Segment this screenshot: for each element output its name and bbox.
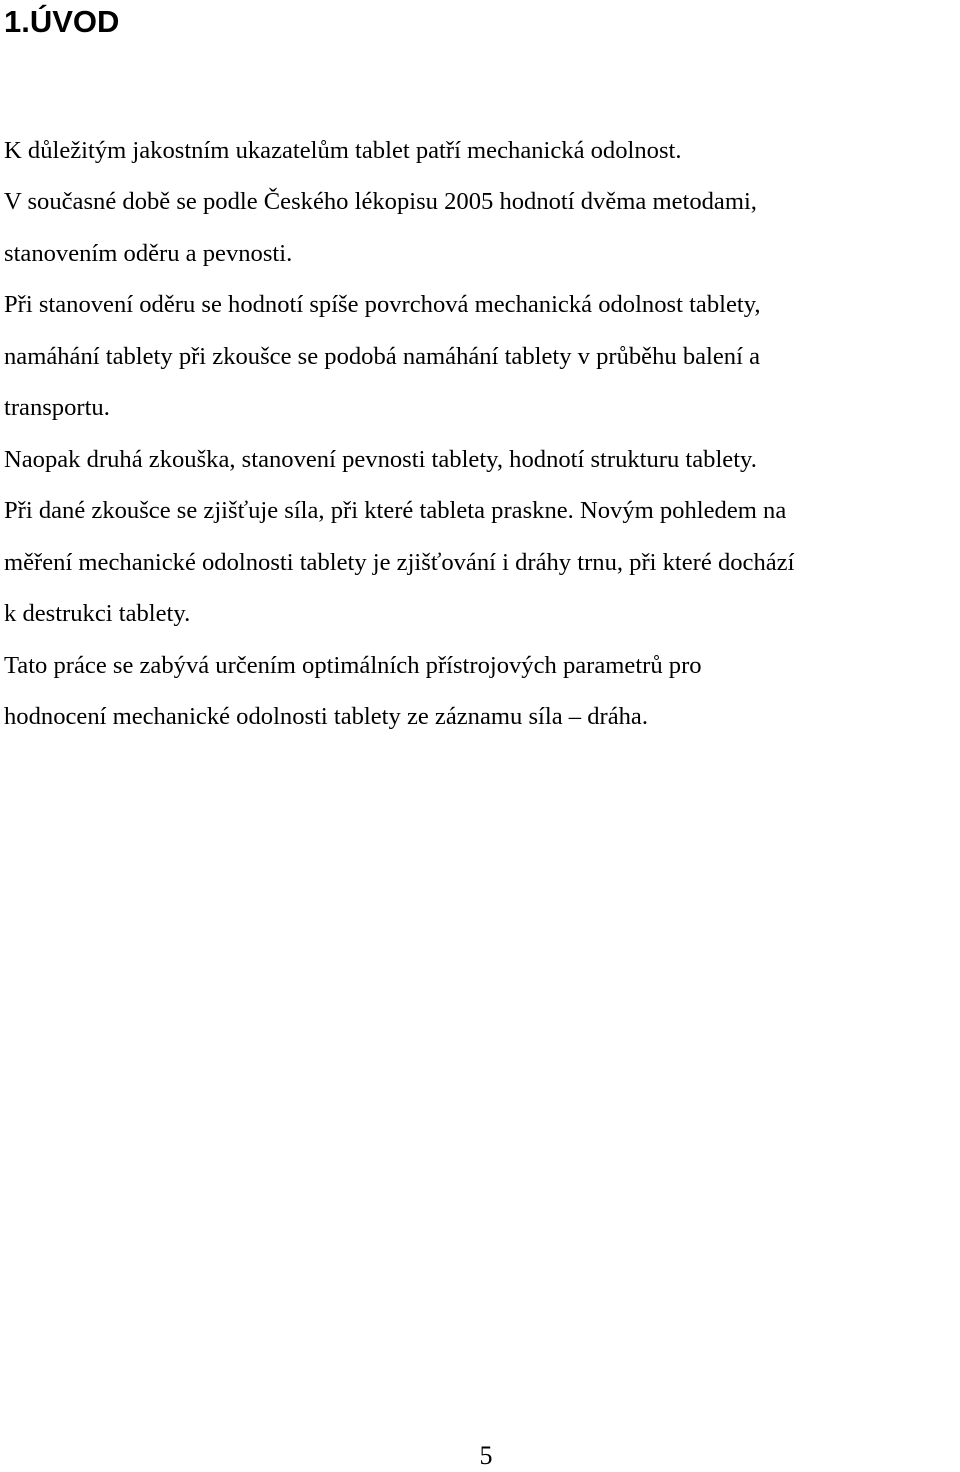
body-line-6: transportu.: [4, 394, 110, 421]
body-line-2: V současné době se podle Českého lékopisu 2005 hodnotí dvěma metodami,: [4, 188, 757, 215]
body-line-11: Tato práce se zabývá určením optimálních přístrojových parametrů pro: [4, 652, 702, 679]
page-number: 5: [479, 1441, 493, 1470]
body-line-10: k destrukci tablety.: [4, 600, 191, 627]
body-line-4: Při stanovení oděru se hodnotí spíše povrchová mechanická odolnost tablety,: [4, 291, 761, 318]
body-line-5: namáhání tablety při zkoušce se podobá namáhání tablety v průběhu balení a: [4, 343, 760, 370]
body-line-8: Při dané zkoušce se zjišťuje síla, při které tableta praskne. Novým pohledem na: [4, 497, 787, 524]
body-line-12: hodnocení mechanické odolnosti tablety ze záznamu síla – dráha.: [4, 703, 648, 730]
body-line-9: měření mechanické odolnosti tablety je zjišťování i dráhy trnu, při které dochází: [4, 549, 795, 576]
body-line-7: Naopak druhá zkouška, stanovení pevnosti tablety, hodnotí strukturu tablety.: [4, 446, 757, 473]
body-line-3: stanovením oděru a pevnosti.: [4, 240, 293, 267]
body-line-1: K důležitým jakostním ukazatelům tablet patří mechanická odolnost.: [4, 137, 682, 164]
section-heading: 1.ÚVOD: [4, 4, 120, 39]
